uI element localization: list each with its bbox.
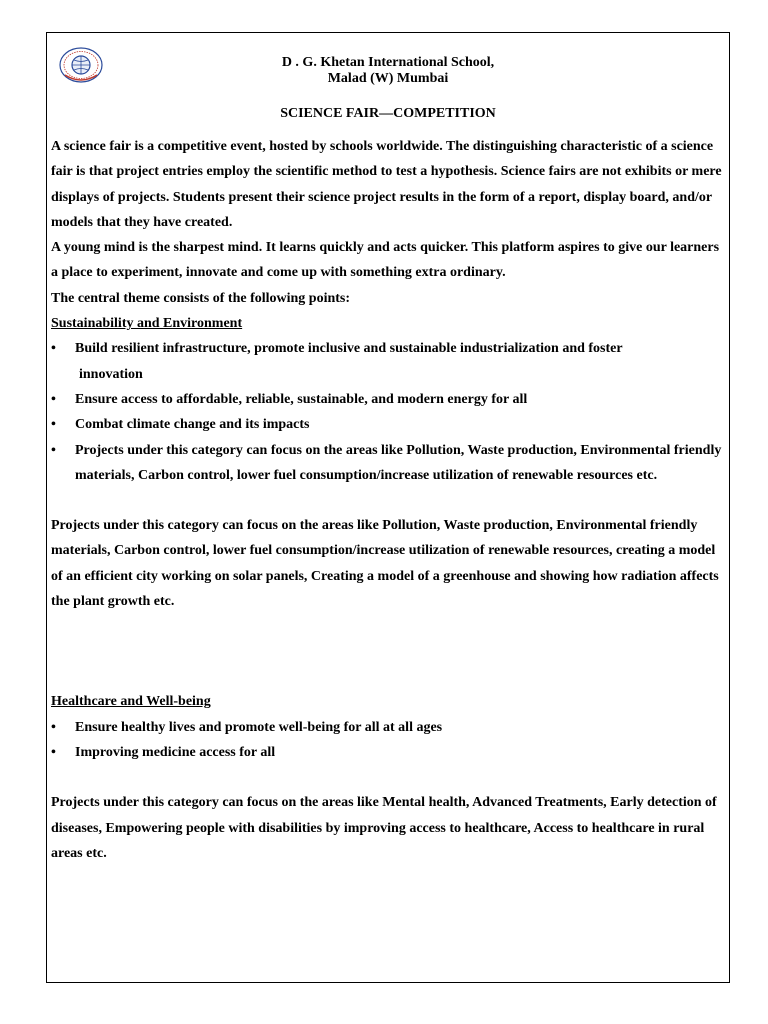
intro-paragraph: The central theme consists of the following points: — [51, 290, 351, 306]
school-location: Malad (W) Mumbai — [327, 71, 449, 86]
document-body — [51, 134, 725, 866]
intro-paragraph: A young mind is the sharpest mind. It learns quickly and acts quicker. This platform aspires to give our learners a place to experiment, innovate and come up with something extra ordinary. — [51, 240, 720, 281]
bullet-item: • Combat climate change and its impacts — [51, 412, 725, 437]
document-page — [46, 32, 730, 983]
bullet-list — [51, 336, 725, 488]
intro-paragraph: A science fair is a competitive event, hosted by schools worldwide. The distinguishing characteristic of a science fair is that project entries employ the scientific method to test a hypothesis. Science fairs are not exhibits or mere displays of projects. Students present their science project results in the form of a report, display board, and/or models that they have created. — [51, 139, 722, 230]
bullet-item: • Build resilient infrastructure, promote inclusive and sustainable industrialization and foster innovation — [51, 336, 725, 387]
school-name: D . G. Khetan International School, — [281, 55, 495, 70]
bullet-item: • Improving medicine access for all — [51, 740, 725, 765]
section-heading-healthcare: Healthcare and Well-being — [51, 694, 211, 710]
bullet-item: • Projects under this category can focus on the areas like Pollution, Waste production, Environmental friendly materials, Carbon control, lower fuel consumption/increase utilization of renewable resources etc. — [51, 438, 725, 489]
section-heading-sustainability: Sustainability and Environment — [51, 316, 243, 332]
section-paragraph: Projects under this category can focus on the areas like Pollution, Waste production, Environmental friendly materials, Carbon control, lower fuel consumption/increase utilization of renewable resources, creating a model of an efficient city working on solar panels, Creating a model of a greenhouse and showing how radiation affects the plant growth etc. — [51, 518, 719, 610]
section-paragraph: Projects under this category can focus on the areas like Mental health, Advanced Treatments, Early detection of diseases, Empowering people with disabilities by improving access to healthcare, Access to healthcare in rural areas etc. — [51, 795, 717, 861]
bullet-list — [51, 715, 725, 766]
bullet-item: • Ensure healthy lives and promote well-being for all at all ages — [51, 715, 725, 740]
school-header — [47, 55, 729, 87]
document-title: SCIENCE FAIR—COMPETITION — [280, 106, 496, 121]
bullet-item: • Ensure access to affordable, reliable, sustainable, and modern energy for all — [51, 387, 725, 412]
